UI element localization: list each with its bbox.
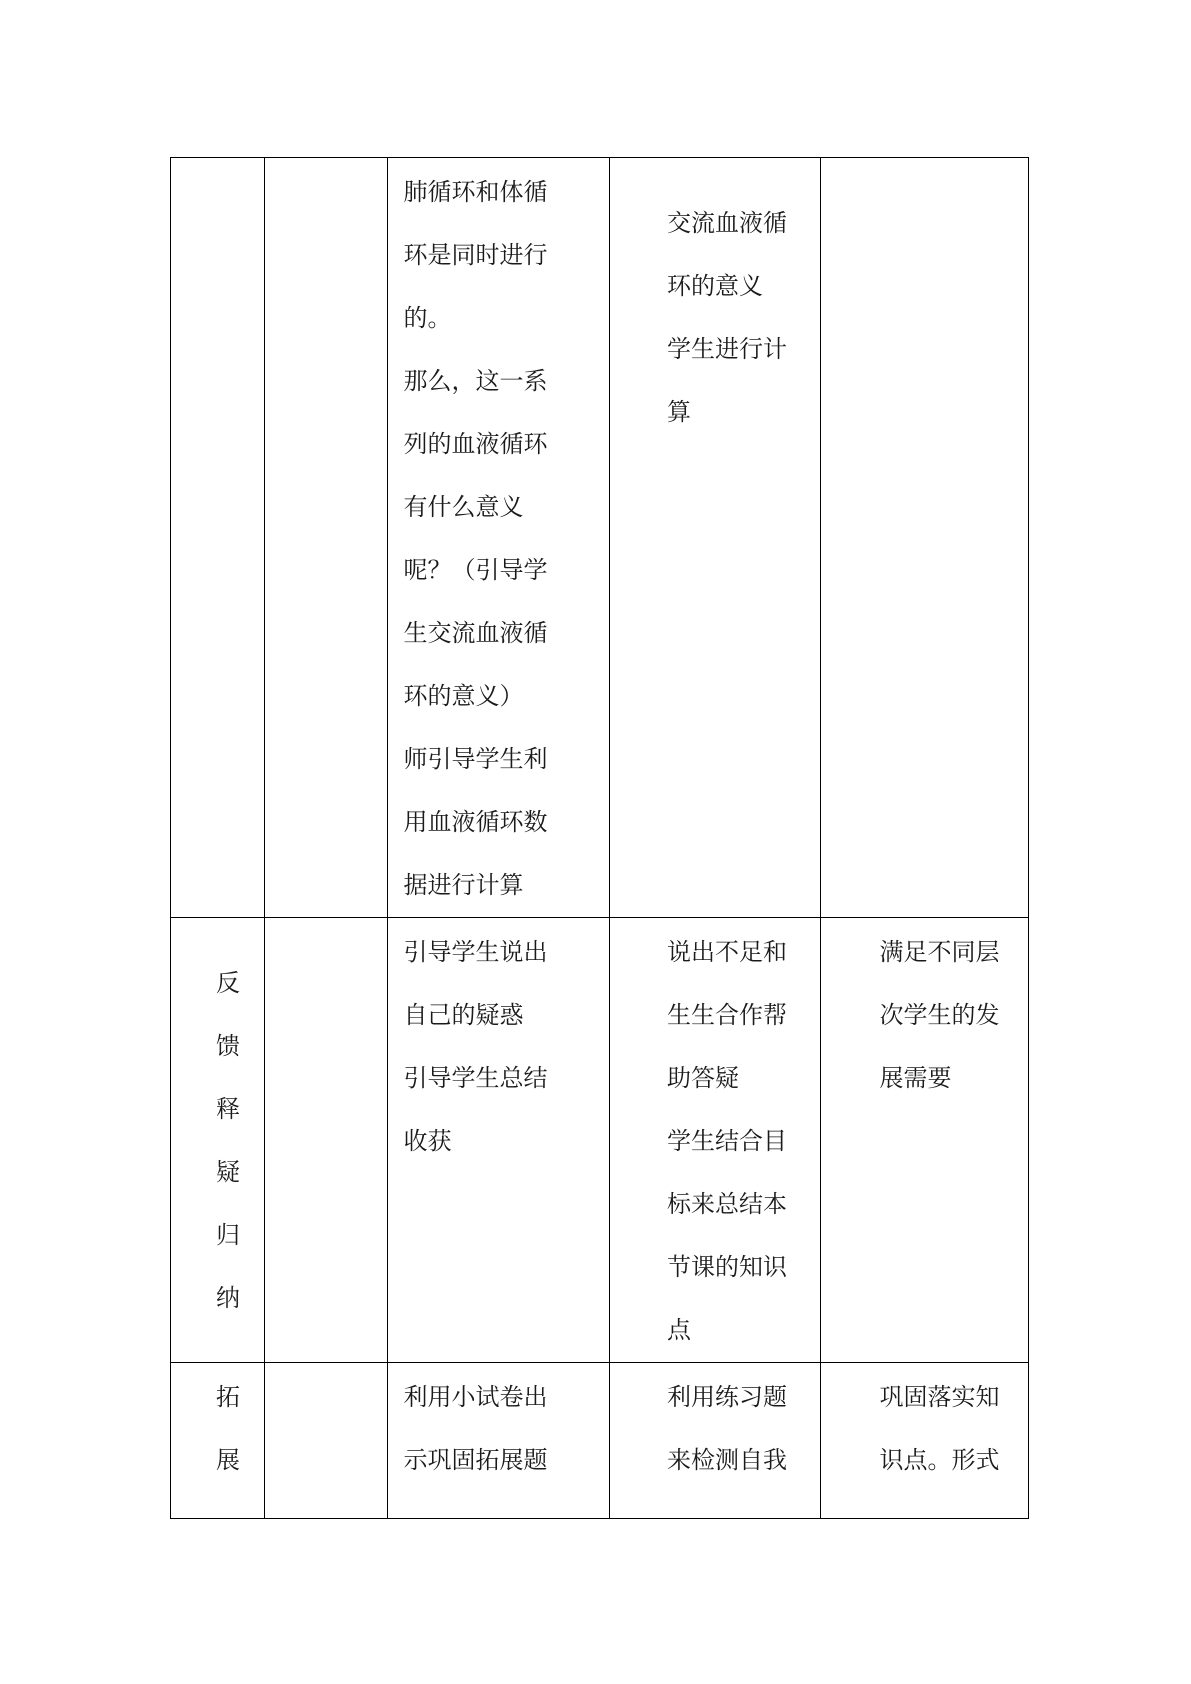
stage-cell <box>171 158 265 918</box>
blank-cell <box>265 1363 387 1519</box>
stage-label: 反馈释疑归纳 <box>216 969 240 1312</box>
teacher-activity-cell <box>387 918 610 1363</box>
table-row <box>171 918 1029 1363</box>
teacher-activity-cell <box>387 158 610 918</box>
design-intent-cell <box>820 918 1029 1363</box>
design-intent-cell <box>820 1363 1029 1519</box>
stage-cell <box>171 918 265 1363</box>
design-intent-cell <box>820 158 1029 918</box>
teacher-activity-cell <box>387 1363 610 1519</box>
teacher-activity-text: 利用小试卷出示巩固拓展题 <box>403 1383 548 1474</box>
teacher-activity-text: 肺循环和体循环是同时进行的。 那么，这一系列的血液循环有什么意义呢？（引导学生交流血液循环的意义） 师引导学生利用血液循环数据进行计算 <box>403 178 548 899</box>
table-row <box>171 1363 1029 1519</box>
teacher-activity-text: 引导学生总结收获 <box>403 1064 548 1155</box>
design-intent-text: 满足不同层次学生的发展需要 <box>879 938 1000 1092</box>
student-activity-text: 利用练习题来检测自我 <box>667 1383 788 1474</box>
design-intent-text: 巩固落实知识点。形式 <box>879 1383 1000 1474</box>
blank-cell <box>265 158 387 918</box>
table-row <box>171 158 1029 918</box>
stage-label: 拓展 <box>216 1383 240 1474</box>
student-activity-cell <box>610 158 820 918</box>
stage-cell <box>171 1363 265 1519</box>
blank-cell <box>265 918 387 1363</box>
teacher-activity-text: 引导学生说出自己的疑惑 <box>403 938 548 1029</box>
student-activity-text: 交流血液循环的意义 学生进行计算 <box>667 209 788 426</box>
student-activity-cell <box>610 918 820 1363</box>
student-activity-text: 说出不足和生生合作帮助答疑 学生结合目标来总结本节课的知识点 <box>667 938 788 1344</box>
lesson-plan-table <box>170 157 1029 1519</box>
student-activity-cell <box>610 1363 820 1519</box>
